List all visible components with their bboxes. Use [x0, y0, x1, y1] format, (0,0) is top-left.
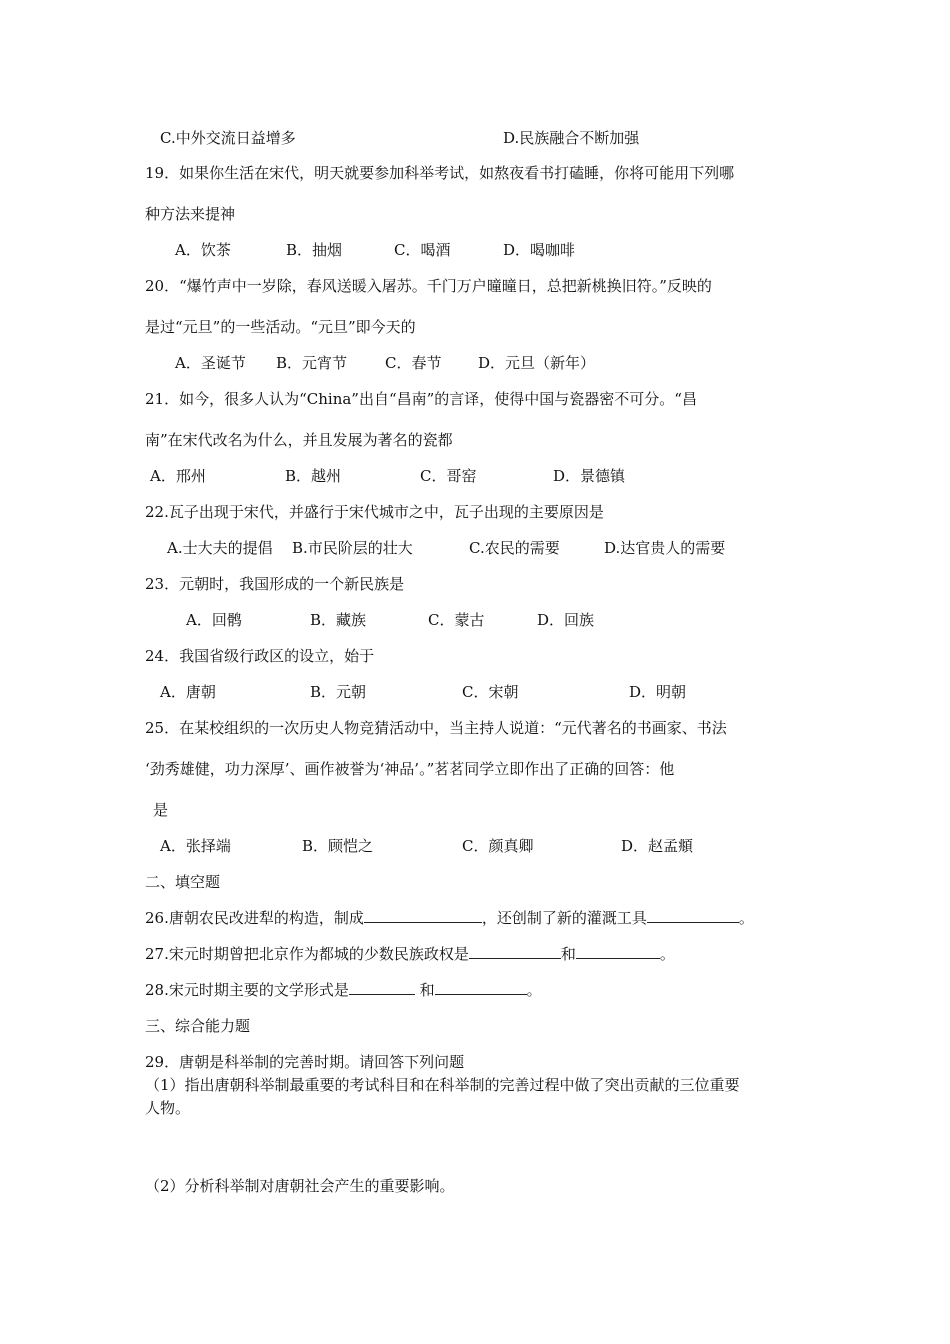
q19-stem-line1: 19．如果你生活在宋代，明天就要参加科举考试，如熬夜看书打磕睡，你将可能用下列哪 — [145, 164, 735, 182]
q27-text-b: 和 — [560, 945, 576, 963]
q20-option-c: C．春节 — [385, 354, 442, 372]
q26-blank-2[interactable] — [647, 908, 739, 923]
q24-stem: 24．我国省级行政区的设立，始于 — [145, 647, 375, 665]
q20-option-d: D．元旦（新年） — [478, 354, 596, 372]
q22-option-c: C.农民的需要 — [469, 539, 560, 557]
section-comprehensive-heading: 三、综合能力题 — [145, 1017, 251, 1035]
q21-stem-line2: 南”在宋代改名为什么，并且发展为著名的瓷都 — [145, 431, 453, 449]
q23-stem: 23．元朝时，我国形成的一个新民族是 — [145, 575, 405, 593]
q28-blank-2[interactable] — [435, 980, 527, 995]
q21-option-b: B．越州 — [285, 467, 342, 485]
q29-stem: 29．唐朝是科举制的完善时期。请回答下列问题 — [145, 1053, 465, 1071]
q21-option-a: A．邢州 — [150, 467, 206, 485]
q28 — [145, 980, 542, 1000]
q27-blank-2[interactable] — [576, 944, 660, 959]
q26 — [145, 908, 754, 928]
q24-option-d: D．明朝 — [629, 683, 687, 701]
q24-option-a: A．唐朝 — [160, 683, 216, 701]
q19-stem-line2: 种方法来提神 — [145, 205, 236, 223]
q18-option-d: D.民族融合不断加强 — [503, 129, 640, 147]
q23-option-c: C．蒙古 — [428, 611, 485, 629]
q26-blank-1[interactable] — [364, 908, 482, 923]
q26-text-a: 26.唐朝农民改进犁的构造，制成 — [145, 909, 364, 927]
q20-stem-line2: 是过“元旦”的一些活动。“元旦”即今天的 — [145, 318, 416, 336]
q19-option-b: B．抽烟 — [286, 241, 343, 259]
q27-text-c: 。 — [659, 945, 675, 963]
section-fill-in-heading: 二、填空题 — [145, 873, 221, 891]
q18-option-c: C.中外交流日益增多 — [160, 129, 296, 147]
q26-text-c: 。 — [738, 909, 754, 927]
q21-option-c: C．哥窑 — [420, 467, 477, 485]
q19-option-d: D．喝咖啡 — [503, 241, 576, 259]
q22-option-b: B.市民阶层的壮大 — [292, 539, 413, 557]
q20-stem-line1: 20．“爆竹声中一岁除，春风送暖入屠苏。千门万户曈曈日，总把新桃换旧符。”反映的 — [145, 277, 712, 295]
q23-option-a: A．回鹘 — [186, 611, 242, 629]
q28-text-b: 和 — [414, 981, 435, 999]
q21-stem-line1: 21．如今，很多人认为“China”出自“昌南”的言译，使得中国与瓷器密不可分。“昌 — [145, 390, 697, 408]
q28-text-c: 。 — [526, 981, 542, 999]
q20-option-a: A．圣诞节 — [175, 354, 246, 372]
q28-text-a: 28.宋元时期主要的文学形式是 — [145, 981, 349, 999]
q23-option-b: B．藏族 — [310, 611, 367, 629]
q22-stem: 22.瓦子出现于宋代，并盛行于宋代城市之中，瓦子出现的主要原因是 — [145, 503, 604, 521]
q22-option-d: D.达官贵人的需要 — [604, 539, 726, 557]
q29-sub1-line2: 人物。 — [145, 1099, 191, 1117]
q21-option-d: D．景德镇 — [553, 467, 626, 485]
q25-option-d: D．赵孟頫 — [621, 837, 694, 855]
q23-option-d: D．回族 — [537, 611, 595, 629]
q24-option-c: C．宋朝 — [462, 683, 519, 701]
q24-option-b: B．元朝 — [310, 683, 367, 701]
q27 — [145, 944, 675, 964]
q25-option-b: B．顾恺之 — [302, 837, 374, 855]
q25-stem-line2: ‘劲秀雄健，功力深厚’、画作被誉为‘神品’。”茗茗同学立即作出了正确的回答：他 — [145, 760, 675, 778]
q25-option-a: A．张择端 — [160, 837, 231, 855]
q29-sub1-line1: （1）指出唐朝科举制最重要的考试科目和在科举制的完善过程中做了突出贡献的三位重要 — [145, 1076, 740, 1094]
q27-blank-1[interactable] — [469, 944, 561, 959]
q25-stem-line1: 25．在某校组织的一次历史人物竞猜活动中，当主持人说道：“元代著名的书画家、书法 — [145, 719, 727, 737]
q28-blank-1[interactable] — [349, 980, 415, 995]
q19-option-a: A．饮茶 — [175, 241, 231, 259]
q27-text-a: 27.宋元时期曾把北京作为都城的少数民族政权是 — [145, 945, 469, 963]
q25-option-c: C．颜真卿 — [462, 837, 534, 855]
q22-option-a: A.士大夫的提倡 — [167, 539, 273, 557]
q29-sub2: （2）分析科举制对唐朝社会产生的重要影响。 — [145, 1177, 455, 1195]
q26-text-b: ，还创制了新的灌溉工具 — [481, 909, 647, 927]
q19-option-c: C．喝酒 — [394, 241, 451, 259]
q25-stem-line3: 是 — [153, 801, 169, 819]
q20-option-b: B．元宵节 — [276, 354, 348, 372]
